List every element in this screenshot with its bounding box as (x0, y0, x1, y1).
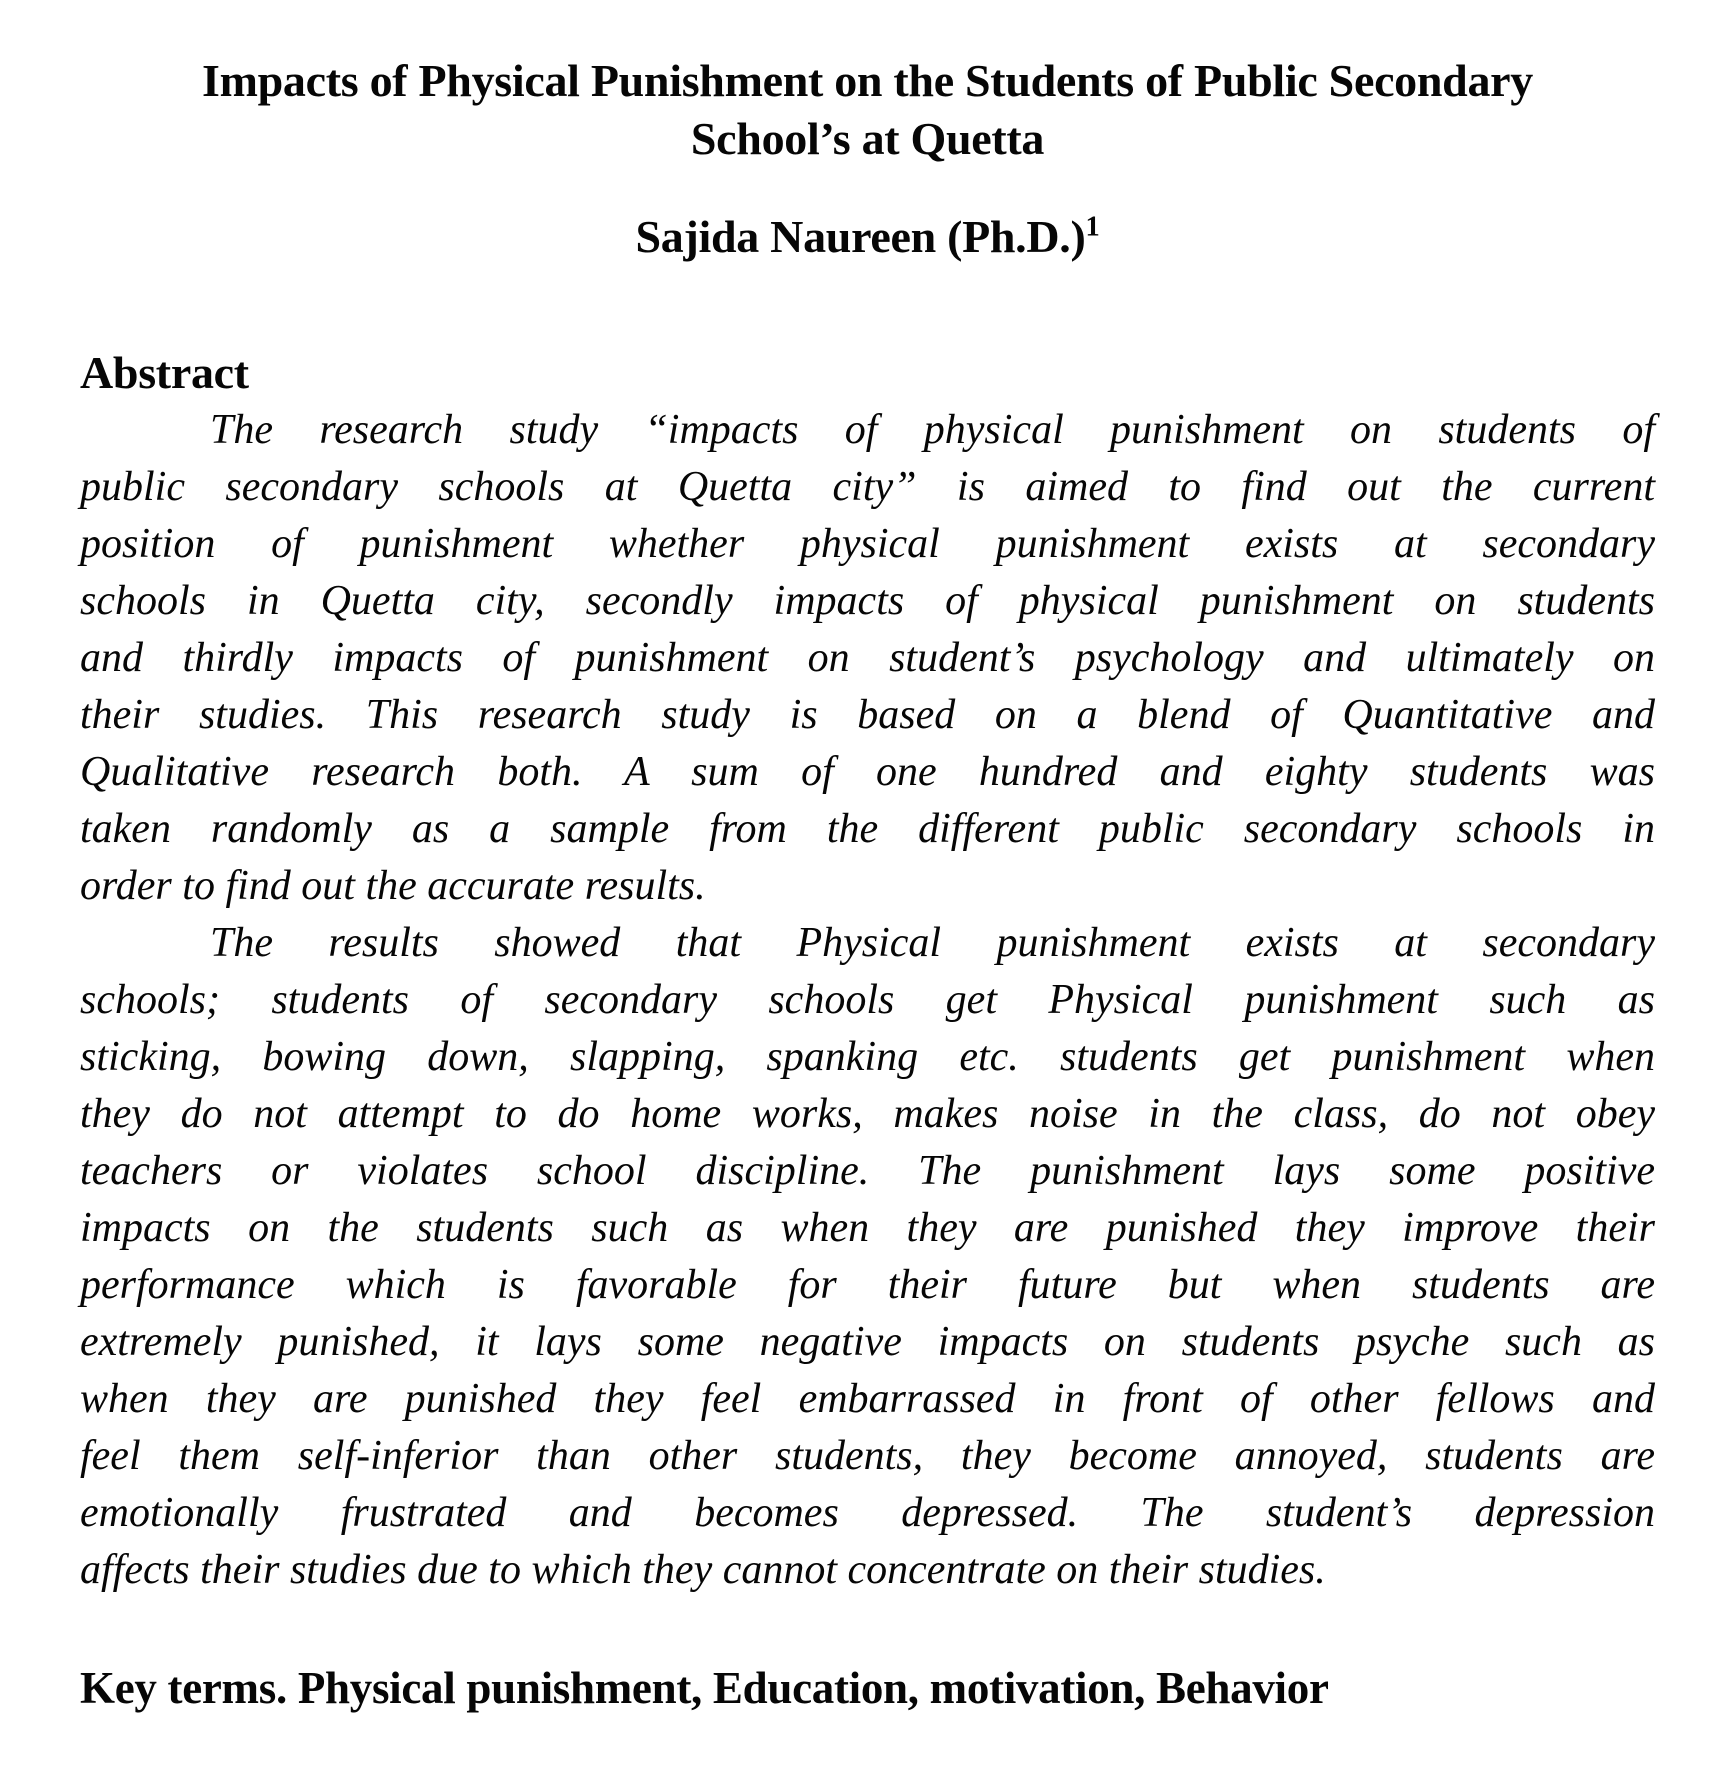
abstract-paragraph-1 (80, 402, 1655, 915)
abstract-p2-line: The results showed that Physical punishment exists at secondary (210, 920, 1655, 966)
author-line (80, 208, 1655, 266)
paper-title-line-1: Impacts of Physical Punishment on the Students of Public Secondary (202, 55, 1533, 106)
abstract-paragraph-2 (80, 915, 1655, 1599)
abstract-p2-line: they do not attempt to do home works, makes noise in the class, do not obey (80, 1091, 1655, 1137)
paper-title (80, 52, 1655, 168)
abstract-p1-line: public secondary schools at Quetta city” is aimed to find out the current (80, 464, 1655, 510)
abstract-p1-line: position of punishment whether physical punishment exists at secondary (80, 521, 1655, 567)
abstract-heading: Abstract (80, 347, 249, 398)
abstract-p1-line: The research study “impacts of physical punishment on students of (210, 407, 1655, 453)
author-name: Sajida Naureen (Ph.D.) (635, 211, 1086, 262)
abstract-p2-line: when they are punished they feel embarrassed in front of other fellows and (80, 1376, 1655, 1422)
abstract-p1-line: Qualitative research both. A sum of one hundred and eighty students was (80, 749, 1655, 795)
abstract-p2-line: performance which is favorable for their future but when students are (80, 1262, 1655, 1308)
abstract-p2-line: emotionally frustrated and becomes depressed. The student’s depression (80, 1490, 1655, 1536)
abstract-p2-line: schools; students of secondary schools get Physical punishment such as (80, 977, 1655, 1023)
abstract-p2-line: teachers or violates school discipline. The punishment lays some positive (80, 1148, 1655, 1194)
abstract-p2-line: extremely punished, it lays some negative impacts on students psyche such as (80, 1319, 1655, 1365)
abstract-p2-line: affects their studies due to which they cannot concentrate on their studies. (80, 1547, 1326, 1593)
abstract-p2-line: sticking, bowing down, slapping, spanking etc. students get punishment when (80, 1034, 1655, 1080)
abstract-p1-line: taken randomly as a sample from the different public secondary schools in (80, 806, 1655, 852)
key-terms: Key terms. Physical punishment, Education, motivation, Behavior (80, 1663, 1329, 1713)
abstract-p2-line: impacts on the students such as when they are punished they improve their (80, 1205, 1655, 1251)
abstract-p1-line: schools in Quetta city, secondly impacts of physical punishment on students (80, 578, 1655, 624)
abstract-p1-line: order to find out the accurate results. (80, 863, 706, 909)
author-footnote-marker: 1 (1085, 211, 1100, 243)
abstract-p1-line: their studies. This research study is based on a blend of Quantitative and (80, 692, 1655, 738)
abstract-p1-line: and thirdly impacts of punishment on student’s psychology and ultimately on (80, 635, 1655, 681)
abstract-p2-line: feel them self-inferior than other students, they become annoyed, students are (80, 1433, 1655, 1479)
paper-title-line-2: School’s at Quetta (690, 113, 1045, 164)
